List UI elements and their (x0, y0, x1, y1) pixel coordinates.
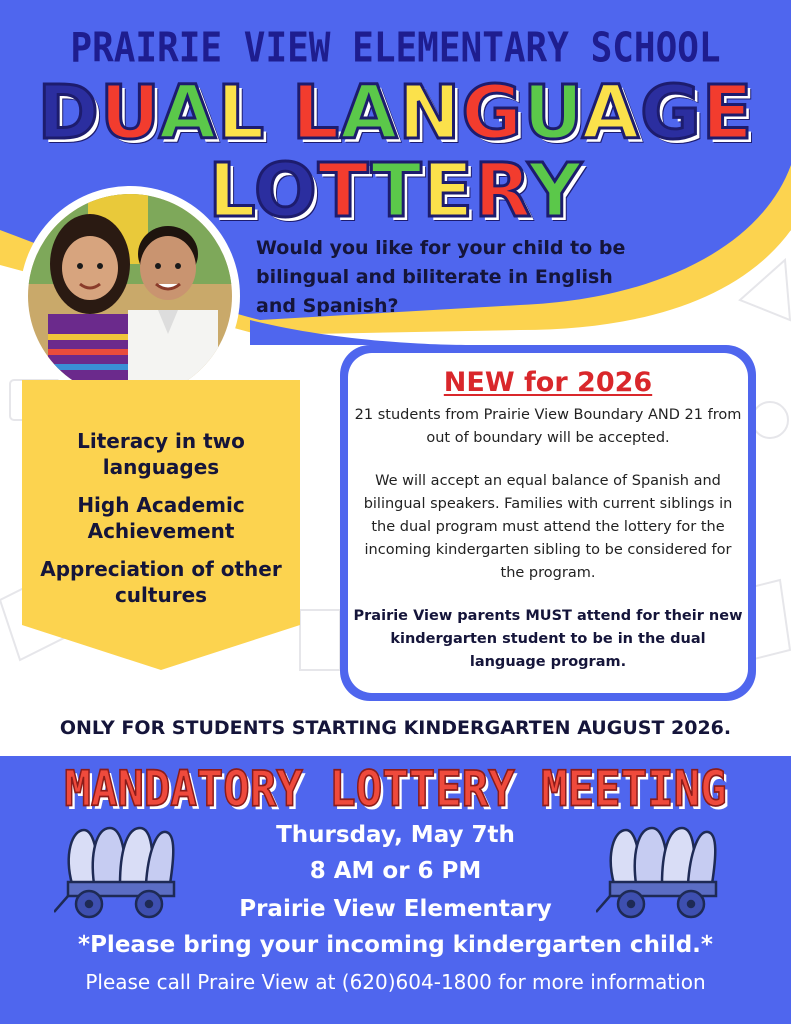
info-card (340, 345, 756, 701)
title-letter: E (701, 70, 754, 156)
card-paragraph-enrollment: 21 students from Prairie View Boundary AND 21 from out of boundary will be accepted. (354, 407, 742, 446)
meeting-section (0, 756, 791, 1024)
title-letter: G (640, 70, 702, 156)
meeting-time: 8 AM or 6 PM (309, 858, 482, 884)
benefit-literacy: Literacy in two languages (77, 429, 245, 479)
title-letter: R (474, 148, 528, 234)
title-letter: O (253, 148, 318, 234)
benefit-achievement: High Academic Achievement (77, 493, 245, 543)
title-letter: A (340, 70, 399, 156)
title-letter: E (422, 148, 475, 234)
title-letter (265, 70, 292, 156)
title-letter: L (291, 70, 341, 156)
title-letter: Y (528, 148, 583, 234)
title-letter: T (371, 148, 423, 234)
new-for-2026-heading: NEW for 2026 (443, 367, 653, 398)
benefits-list (30, 428, 292, 620)
school-name: PRAIRIE VIEW ELEMENTARY SCHOOL (70, 24, 721, 73)
title-letter: L (208, 148, 254, 234)
title-letter: N (398, 70, 462, 156)
title-letter: L (217, 70, 266, 156)
title-letter: D (37, 70, 100, 156)
title-letter: A (581, 70, 641, 156)
children-photo (28, 194, 232, 398)
card-paragraph-balance: We will accept an equal balance of Spanish and bilingual speakers. Families with current siblings in the dual program must attend the lottery for the incoming kindergarten sibling to be considered for the program. (363, 473, 733, 581)
bring-child-note: *Please bring your incoming kindergarten child.* (78, 932, 713, 958)
bilingual-question: Would you like for your child to be bilingual and biliterate in English and Spanish? (256, 237, 626, 317)
photo-frame (20, 186, 240, 406)
benefit-cultures: Appreciation of other cultures (40, 557, 282, 607)
title-letter: A (158, 70, 218, 156)
meeting-title: MANDATORY LOTTERY MEETING (64, 760, 727, 819)
title-letter: G (461, 70, 524, 156)
title-dual-language (0, 70, 791, 156)
kindergarten-notice: ONLY FOR STUDENTS STARTING KINDERGARTEN AUGUST 2026. (59, 717, 732, 739)
meeting-place: Prairie View Elementary (239, 896, 552, 922)
title-letter: U (523, 70, 582, 156)
card-paragraph-attendance: Prairie View parents MUST attend for their new kindergarten student to be in the dual language program. (353, 608, 743, 670)
contact-info: Please call Praire View at (620)604-1800 for more information (85, 970, 706, 994)
title-letter: T (317, 148, 372, 234)
meeting-day: Thursday, May 7th (276, 822, 515, 848)
title-letter: U (99, 70, 159, 156)
